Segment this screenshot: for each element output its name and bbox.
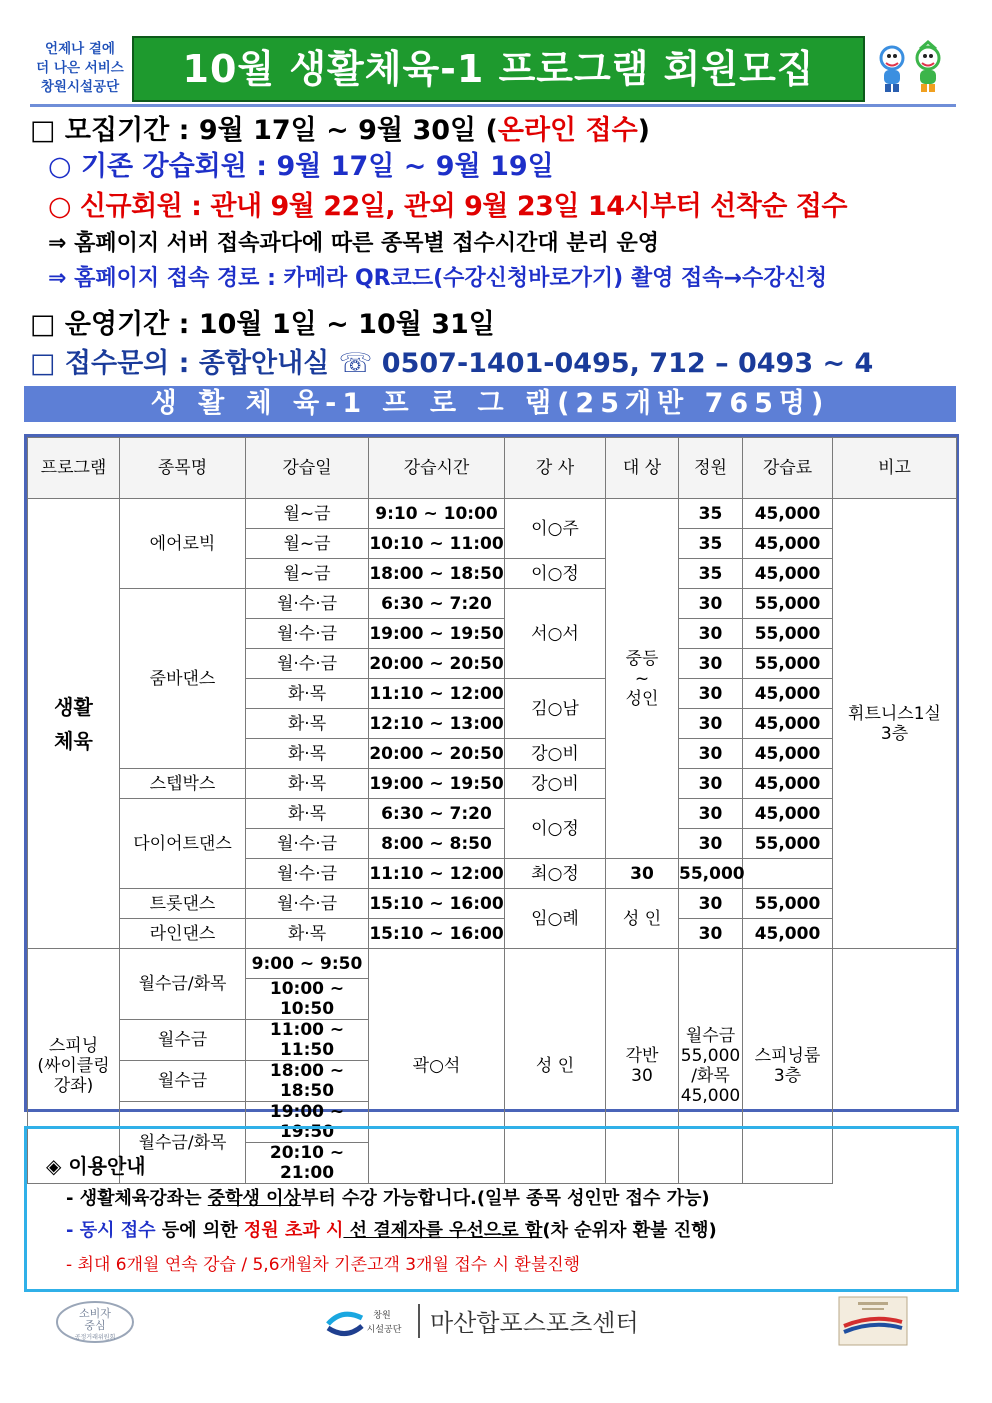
capacity: 30 — [679, 589, 743, 619]
class-day: 월~금 — [246, 529, 369, 559]
class-day: 월수금 — [120, 1020, 246, 1061]
class-time: 18:00 ~ 18:50 — [369, 559, 505, 589]
operation-period: □ 운영기간 : 10월 1일 ~ 10월 31일 — [30, 309, 495, 340]
notice-text: (차 순위자 환불 진행) — [542, 1220, 717, 1241]
class-time: 19:00 ~ 19:50 — [369, 619, 505, 649]
cw-text: 시설공단 — [366, 1325, 402, 1335]
class-time: 10:00 ~ 10:50 — [246, 979, 369, 1020]
mascot-icon — [872, 40, 952, 96]
slogan-line: 언제나 곁에 — [45, 41, 115, 57]
notice-text: 부터 수강 가능합니다.(일부 종목 성인만 접수 가능) — [300, 1188, 710, 1209]
class-day: 화·목 — [246, 739, 369, 769]
notice-text: - 생활체육강좌는 — [66, 1188, 208, 1209]
fee: 월수금 55,000 /화목 45,000 — [679, 949, 743, 1184]
table-row — [28, 589, 957, 619]
fee: 55,000 — [679, 859, 743, 889]
instructor: 이○정 — [505, 559, 606, 589]
inquiry: □ 접수문의 : 종합안내실 ☏ 0507-1401-0495, 712 – 0493 ~ 4 — [30, 348, 874, 379]
class-time: 19:00 ~ 19:50 — [246, 1102, 369, 1143]
class-time: 11:10 ~ 12:00 — [369, 859, 505, 889]
notice-text: 등에 의한 — [155, 1220, 244, 1241]
notice-underlined: 중학생 이상 — [207, 1188, 301, 1209]
class-time: 15:10 ~ 16:00 — [369, 889, 505, 919]
class-day: 화·목 — [246, 709, 369, 739]
instructor: 서○서 — [505, 589, 606, 679]
class-time: 18:00 ~ 18:50 — [246, 1061, 369, 1102]
consumer-text: 중심 — [84, 1319, 106, 1332]
server-note: ⇒ 홈페이지 서버 접속과다에 따른 종목별 접수시간대 분리 운영 — [48, 231, 660, 256]
table-header: 강습료 — [743, 438, 833, 499]
capacity: 35 — [679, 559, 743, 589]
class-time: 19:00 ~ 19:50 — [369, 769, 505, 799]
class-day: 월수금/화목 — [120, 949, 246, 1020]
table-header: 종목명 — [120, 438, 246, 499]
class-time: 6:30 ~ 7:20 — [369, 589, 505, 619]
table-row — [28, 769, 957, 799]
class-day: 월·수·금 — [246, 829, 369, 859]
fee: 55,000 — [743, 829, 833, 859]
new-members: ○ 신규회원 : 관내 9월 22일, 관외 9월 23일 14시부터 선착순 접수 — [48, 191, 847, 222]
recruit-period-text: □ 모집기간 : 9월 17일 ~ 9월 30일 ( — [30, 115, 498, 146]
table-header: 정원 — [679, 438, 743, 499]
instructor: 강○비 — [505, 769, 606, 799]
table-header: 강습일 — [246, 438, 369, 499]
class-time: 11:00 ~ 11:50 — [246, 1020, 369, 1061]
capacity: 30 — [679, 709, 743, 739]
schedule-table — [27, 437, 957, 1184]
class-time: 6:30 ~ 7:20 — [369, 799, 505, 829]
note: 스피닝룸 3층 — [743, 949, 833, 1184]
fee: 55,000 — [743, 889, 833, 919]
instructor: 이○정 — [505, 799, 606, 859]
recruit-period — [30, 108, 650, 147]
class-day: 월·수·금 — [246, 619, 369, 649]
recruit-period-close: ) — [637, 115, 651, 146]
capacity: 30 — [679, 769, 743, 799]
footer-divider — [418, 1304, 420, 1338]
class-time: 9:00 ~ 9:50 — [246, 949, 369, 979]
capacity: 35 — [679, 499, 743, 529]
notice-red-text: 정원 초과 시 — [243, 1220, 344, 1241]
target: 중등 ~ 성인 — [606, 499, 679, 859]
capacity: 35 — [679, 529, 743, 559]
consumer-text: 소비자 — [79, 1307, 111, 1320]
facility-name: 마산합포스포츠센터 — [430, 1309, 639, 1337]
class-time: 10:10 ~ 11:00 — [369, 529, 505, 559]
fee: 45,000 — [743, 799, 833, 829]
consumer-org: 공정거래위원회 — [74, 1334, 116, 1341]
capacity: 30 — [606, 859, 679, 889]
class-day: 월~금 — [246, 499, 369, 529]
table-header-row — [28, 438, 957, 499]
header-divider — [30, 104, 956, 107]
class-time: 20:00 ~ 20:50 — [369, 649, 505, 679]
capacity: 30 — [679, 739, 743, 769]
instructor: 최○정 — [505, 859, 606, 889]
instructor: 이○주 — [505, 499, 606, 559]
capacity: 30 — [679, 919, 743, 949]
class-day: 화·목 — [246, 679, 369, 709]
fee: 45,000 — [743, 679, 833, 709]
class-time: 8:00 ~ 8:50 — [369, 829, 505, 859]
notice-line-3: - 최대 6개월 연속 강습 / 5,6개월차 기존고객 3개월 접수 시 환불진행 — [66, 1255, 581, 1275]
fee: 55,000 — [743, 589, 833, 619]
notice-underlined: 선 결제자를 우선으로 함 — [343, 1220, 543, 1241]
consumer-mark-icon — [55, 1300, 135, 1344]
fee: 45,000 — [743, 739, 833, 769]
table-row — [28, 889, 957, 919]
class-time: 11:10 ~ 12:00 — [369, 679, 505, 709]
slogan-line: 더 나은 서비스 — [36, 60, 124, 76]
page-title: 10월 생활체육-1 프로그램 회원모집 — [182, 47, 815, 91]
instructor: 곽○석 — [369, 949, 505, 1184]
class-day: 화·목 — [246, 799, 369, 829]
class-name: 줌바댄스 — [120, 589, 246, 769]
class-name: 스텝박스 — [120, 769, 246, 799]
class-day: 월수금 — [120, 1061, 246, 1102]
class-time: 12:10 ~ 13:00 — [369, 709, 505, 739]
class-time: 20:10 ~ 21:00 — [246, 1143, 369, 1184]
fee: 45,000 — [743, 529, 833, 559]
class-day: 월·수·금 — [246, 649, 369, 679]
online-highlight: 온라인 접수 — [497, 115, 638, 146]
class-day: 월·수·금 — [246, 589, 369, 619]
capacity: 30 — [679, 829, 743, 859]
target: 성 인 — [606, 889, 679, 949]
table-row — [28, 949, 957, 979]
notice-blue-text: - 동시 접수 — [66, 1220, 156, 1241]
table-row — [28, 499, 957, 529]
notice-line-1 — [66, 1184, 710, 1210]
fee: 45,000 — [743, 709, 833, 739]
existing-members: ○ 기존 강습회원 : 9월 17일 ~ 9월 19일 — [48, 151, 554, 182]
capacity: 30 — [679, 619, 743, 649]
note: 휘트니스1실 3층 — [833, 499, 957, 949]
certification-badge-icon — [838, 1296, 908, 1346]
fee: 45,000 — [743, 769, 833, 799]
slogan — [30, 40, 130, 97]
class-time: 9:10 ~ 10:00 — [369, 499, 505, 529]
target: 성 인 — [505, 949, 606, 1184]
capacity: 30 — [679, 799, 743, 829]
class-name: 트롯댄스 — [120, 889, 246, 919]
class-name: 에어로빅 — [120, 499, 246, 589]
changwon-logo-icon — [322, 1300, 412, 1344]
table-header: 강 사 — [505, 438, 606, 499]
class-day: 화·목 — [246, 769, 369, 799]
capacity: 30 — [679, 679, 743, 709]
cw-text: 창원 — [373, 1311, 391, 1321]
instructor: 임○례 — [505, 889, 606, 949]
capacity: 30 — [679, 649, 743, 679]
notice-line-2 — [66, 1216, 717, 1242]
fee: 45,000 — [743, 559, 833, 589]
route-note: ⇒ 홈페이지 접속 경로 : 카메라 QR코드(수강신청바로가기) 촬영 접속→수강신청 — [48, 266, 828, 291]
table-header: 비고 — [833, 438, 957, 499]
class-day: 월·수·금 — [246, 889, 369, 919]
class-day: 월·수·금 — [246, 859, 369, 889]
notice-title: ◈ 이용안내 — [46, 1154, 146, 1178]
capacity: 각반 30 — [606, 949, 679, 1184]
fee: 55,000 — [743, 619, 833, 649]
capacity: 30 — [679, 889, 743, 919]
table-header: 강습시간 — [369, 438, 505, 499]
program-bar-title: 생 활 체 육-1 프 로 그 램(25개반 765명) — [150, 388, 830, 419]
class-time: 15:10 ~ 16:00 — [369, 919, 505, 949]
table-header: 대 상 — [606, 438, 679, 499]
class-name: 다이어트댄스 — [120, 799, 246, 889]
class-name: 라인댄스 — [120, 919, 246, 949]
fee: 45,000 — [743, 499, 833, 529]
program-cell: 생활 체육 — [28, 499, 120, 949]
class-day: 화·목 — [246, 919, 369, 949]
instructor: 강○비 — [505, 739, 606, 769]
slogan-line: 창원시설공단 — [40, 79, 120, 95]
table-row — [28, 799, 957, 829]
table-row — [28, 919, 957, 949]
class-day: 월수금/화목 — [120, 1102, 246, 1184]
fee: 45,000 — [743, 919, 833, 949]
class-name: 스피닝 (싸이클링 강좌) — [28, 949, 120, 1184]
fee: 55,000 — [743, 649, 833, 679]
instructor: 김○남 — [505, 679, 606, 739]
class-day: 월~금 — [246, 559, 369, 589]
table-header: 프로그램 — [28, 438, 120, 499]
class-time: 20:00 ~ 20:50 — [369, 739, 505, 769]
